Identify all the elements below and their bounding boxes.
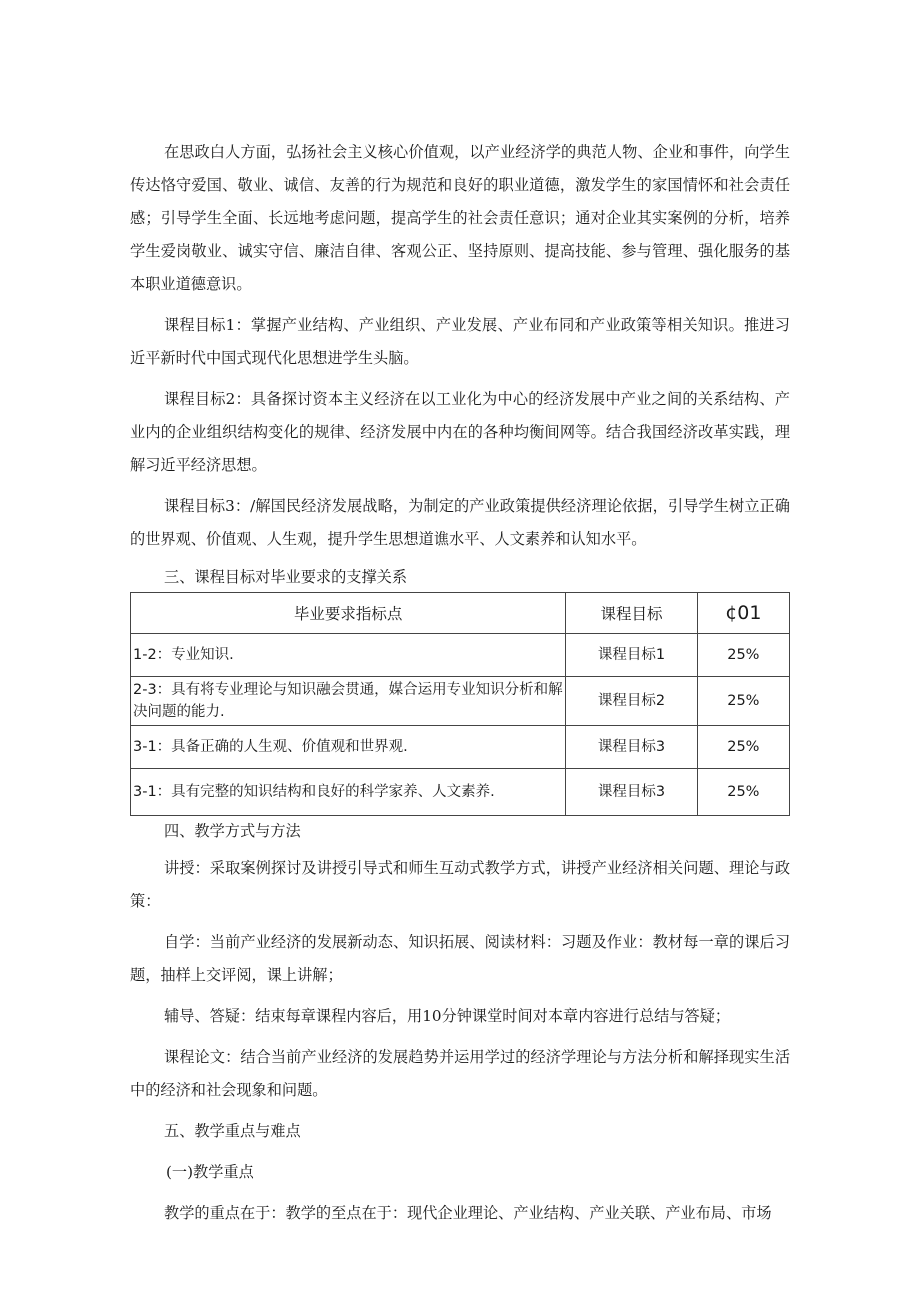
cell-goal: 课程目标1	[566, 634, 697, 677]
cell-weight: 25%	[697, 677, 789, 726]
cell-point: 3-1：具备正确的人生观、价值观和世界观.	[131, 726, 566, 769]
paragraph-self-study: 自学：当前产业经济的发展新动态、知识拓展、阅读材料：习题及作业：教材每一章的课后习题，抽样上交评阅，课上讲解；	[130, 933, 790, 984]
subsection-key-points: (一)教学重点	[166, 1163, 254, 1181]
cell-weight: 25%	[697, 726, 789, 769]
cell-goal: 课程目标2	[566, 677, 697, 726]
cell-weight: 25%	[697, 634, 789, 677]
cell-goal: 课程目标3	[566, 769, 697, 816]
header-course-goal: 课程目标	[566, 593, 697, 634]
cell-point: 2-3：具有将专业理论与知识融会贯通，媒合运用专业知识分析和解决问题的能力.	[131, 677, 566, 726]
section-4-title: 四、教学方式与方法	[164, 822, 301, 840]
support-table	[130, 592, 790, 816]
table-row	[131, 634, 790, 677]
document-page	[130, 136, 790, 1230]
paragraph-goal-3: 课程目标3：/解国民经济发展战略，为制定的产业政策提供经济理论依据，引导学生树立正确的世界观、价值观、人生观，提升学生思想道谯水平、人文素养和认知水平。	[130, 497, 790, 548]
header-grad-req: 毕业要求指标点	[131, 593, 566, 634]
paragraph-key-points: 教学的重点在于：教学的至点在于：现代企业理论、产业结构、产业关联、产业布局、市场	[164, 1204, 772, 1222]
section-5-title: 五、教学重点与难点	[164, 1122, 301, 1140]
cell-point: 3-1：具有完整的知识结构和良好的科学家养、人文素养.	[131, 769, 566, 816]
paragraph-goal-1: 课程目标1：掌握产业结构、产业组织、产业发展、产业布同和产业政策等相关知识。推进习近平新时代中国式现代化思想进学生头脑。	[130, 316, 790, 367]
cell-weight: 25%	[697, 769, 789, 816]
cell-point: 1-2：专业知识.	[131, 634, 566, 677]
table-row	[131, 677, 790, 726]
section-3-title: 三、课程目标对毕业要求的支撑关系	[164, 568, 407, 586]
paragraph-lecture: 讲授：采取案例探讨及讲授引导式和师生互动式教学方式，讲授产业经济相关问题、理论与政策：	[130, 859, 790, 910]
table-header-row	[131, 593, 790, 634]
table-row	[131, 726, 790, 769]
paragraph-course-paper: 课程论文：结合当前产业经济的发展趋势并运用学过的经济学理论与方法分析和解择现实生活中的经济和社会现象和问题。	[130, 1048, 790, 1099]
paragraph-ideology: 在思政白人方面，弘扬社会主义核心价值观，以产业经济学的典范人物、企业和事件，向学生传达恪守爱国、敬业、诚信、友善的行为规范和良好的职业道德，激发学生的家国情怀和社会责任感；引导学生全面、长远地考虑问题，提高学生的社会责任意识；通对企业其实案例的分析，培养学生爱岗敬业、诚实守信、廉洁自律、客观公正、坚持原则、提高技能、参与管理、强化服务的基本职业道德意识。	[130, 143, 790, 293]
header-weight: ¢01	[697, 593, 789, 634]
paragraph-tutoring: 辅导、答疑：结束每章课程内容后，用10分钟课堂时间对本章内容进行总结与答疑；	[164, 1007, 731, 1025]
paragraph-goal-2: 课程目标2：具备探讨资本主义经济在以工业化为中心的经济发展中产业之间的关系结构、产业内的企业组织结构变化的规律、经济发展中内在的各种均衡间网等。结合我国经济改革实践，理解习近平经济思想。	[130, 390, 790, 474]
cell-goal: 课程目标3	[566, 726, 697, 769]
table-row	[131, 769, 790, 816]
